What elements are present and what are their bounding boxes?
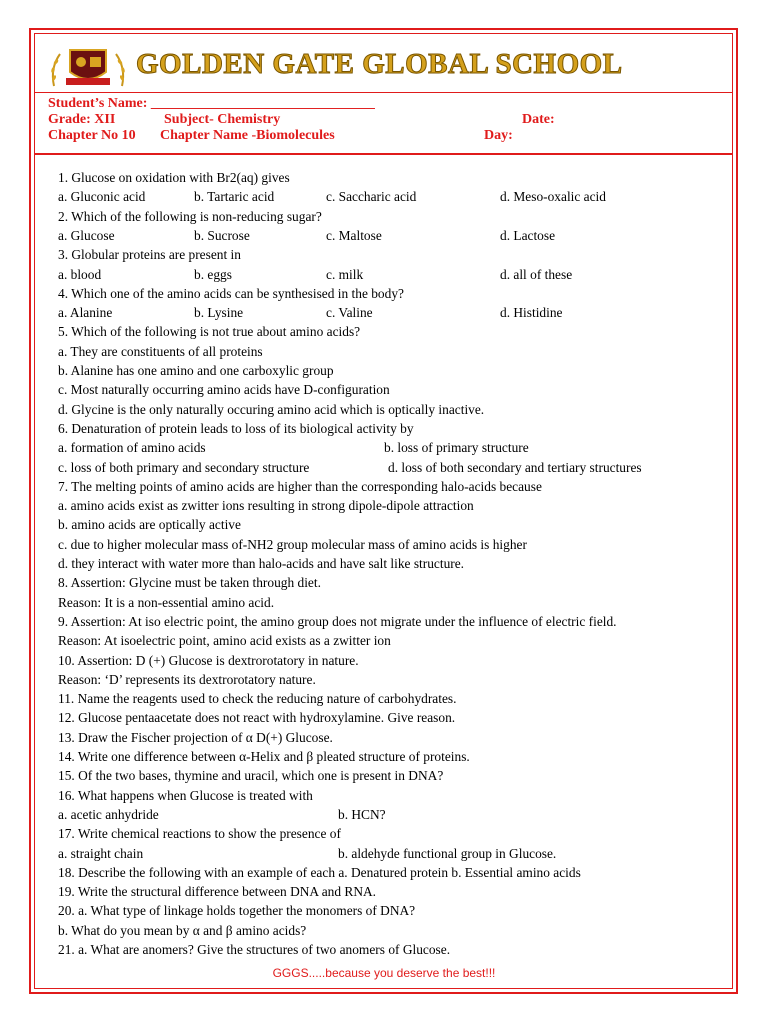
question-text: 21. a. What are anomers? Give the structures of two anomers of Glucose. (58, 942, 451, 957)
option-text: c. milk (326, 266, 364, 282)
option-text: c. loss of both primary and secondary structure (58, 459, 310, 475)
question-text: 12. Glucose pentaacetate does not react with hydroxylamine. Give reason. (58, 710, 456, 726)
question-text: 18. Describe the following with an example of each a. Denatured protein b. Essential amino acids (58, 864, 581, 880)
question-text: 5. Which of the following is not true about amino acids? (58, 324, 361, 340)
student-name-field[interactable]: Student’s Name: ________________________________ (48, 96, 375, 111)
question-text: 2. Which of the following is non-reducing sugar? (58, 208, 322, 224)
question-text: b. What do you mean by α and β amino acids? (58, 922, 307, 938)
question-text: c. due to higher molecular mass of-NH2 group molecular mass of amino acids is higher (58, 536, 527, 552)
day-label: Day: (484, 128, 513, 143)
question-text: b. Alanine has one amino and one carboxylic group (58, 363, 334, 378)
question-text: Reason: ‘D’ represents its dextrorotatory nature. (58, 671, 316, 687)
question-text: Reason: At isoelectric point, amino acid exists as a zwitter ion (58, 633, 391, 649)
question-text: 20. a. What type of linkage holds together the monomers of DNA? (58, 903, 416, 919)
option-text: d. Histidine (500, 305, 563, 321)
chapter-number: Chapter No 10 (48, 128, 136, 143)
question-text: 17. Write chemical reactions to show the presence of (58, 826, 341, 842)
question-text: 6. Denaturation of protein leads to loss of its biological activity by (58, 420, 414, 436)
question-text: 10. Assertion: D (+) Glucose is dextrorotatory in nature. (58, 652, 359, 668)
header-divider-top (34, 92, 733, 93)
option-text: b. Sucrose (194, 227, 250, 243)
option-text: d. Meso-oxalic acid (500, 189, 606, 205)
question-text: 1. Glucose on oxidation with Br2(aq) gives (58, 170, 290, 185)
option-text: b. Tartaric acid (194, 189, 275, 205)
grade-label: Grade: XII (48, 112, 116, 127)
question-text: 13. Draw the Fischer projection of α D(+) Glucose. (58, 729, 333, 745)
question-text: a. They are constituents of all proteins (58, 343, 263, 359)
option-text: b. loss of primary structure (384, 440, 529, 456)
chapter-name: Chapter Name -Biomolecules (160, 128, 335, 143)
question-text: 4. Which one of the amino acids can be synthesised in the body? (58, 285, 404, 301)
question-text: 7. The melting points of amino acids are higher than the corresponding halo-acids because (58, 478, 542, 494)
option-text: c. Saccharic acid (326, 189, 417, 205)
question-text: 11. Name the reagents used to check the reducing nature of carbohydrates. (58, 691, 457, 707)
question-text: 9. Assertion: At iso electric point, the amino group does not migrate under the influence of electric field. (58, 613, 617, 629)
question-text: 19. Write the structural difference between DNA and RNA. (58, 884, 377, 900)
option-text: a. Gluconic acid (58, 189, 146, 205)
question-text: 3. Globular proteins are present in (58, 247, 241, 263)
subject-label: Subject- Chemistry (164, 112, 281, 127)
date-label: Date: (522, 112, 555, 127)
footer-tagline: GGGS.....because you deserve the best!!! (272, 966, 496, 980)
option-text: b. eggs (194, 266, 232, 282)
option-text: a. straight chain (58, 845, 144, 861)
question-text: 16. What happens when Glucose is treated with (58, 787, 313, 803)
question-text: d. Glycine is the only naturally occuring amino acid which is optically inactive. (58, 401, 485, 417)
header-divider-bottom (34, 153, 733, 155)
option-text: a. acetic anhydride (58, 806, 159, 822)
school-logo-icon (48, 42, 128, 92)
question-text: 15. Of the two bases, thymine and uracil, which one is present in DNA? (58, 768, 444, 784)
option-text: c. Maltose (326, 227, 382, 243)
question-text: b. amino acids are optically active (58, 517, 241, 533)
option-text: a. Glucose (58, 227, 115, 243)
option-text: d. Lactose (500, 227, 556, 243)
option-text: a. formation of amino acids (58, 440, 206, 456)
option-text: b. Lysine (194, 305, 244, 321)
option-text: a. blood (58, 266, 102, 282)
option-text: b. aldehyde functional group in Glucose. (338, 845, 557, 861)
question-text: a. amino acids exist as zwitter ions resulting in strong dipole-dipole attraction (58, 498, 474, 514)
option-text: b. HCN? (338, 806, 386, 822)
question-text: c. Most naturally occurring amino acids have D-configuration (58, 382, 390, 398)
question-text: d. they interact with water more than halo-acids and have salt like structure. (58, 556, 465, 571)
option-text: c. Valine (326, 305, 373, 321)
question-text: Reason: It is a non-essential amino acid. (58, 594, 275, 610)
option-text: d. all of these (500, 266, 573, 282)
question-text: 8. Assertion: Glycine must be taken through diet. (58, 575, 321, 591)
school-name: GOLDEN GATE GLOBAL SCHOOL (136, 48, 623, 80)
option-text: a. Alanine (58, 305, 113, 321)
question-text: 14. Write one difference between α-Helix and β pleated structure of proteins. (58, 749, 470, 764)
option-text: d. loss of both secondary and tertiary structures (388, 459, 642, 475)
